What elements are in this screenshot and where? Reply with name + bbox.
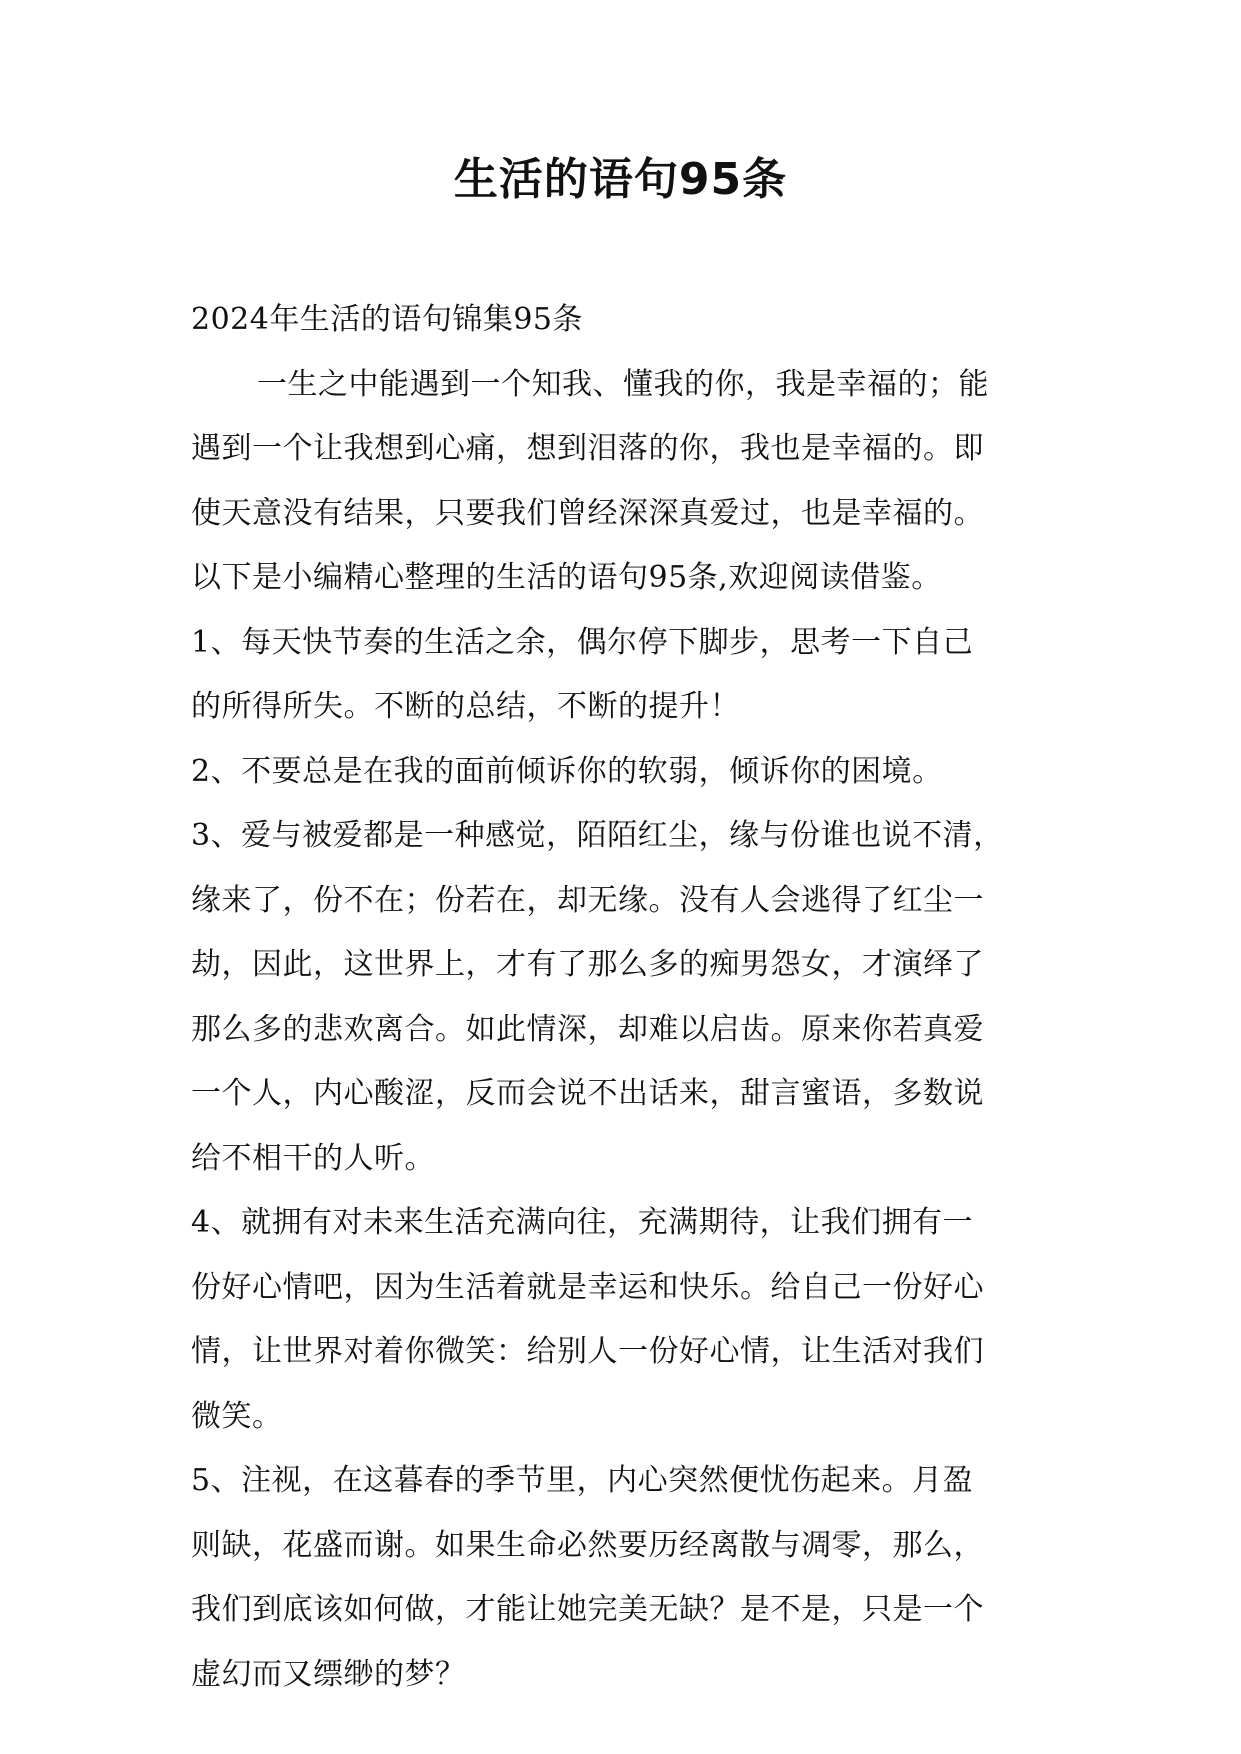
paragraph-line: 3、爱与被爱都是一种感觉，陌陌红尘，缘与份谁也说不清， [191, 818, 1004, 853]
paragraph-line: 遇到一个让我想到心痛，想到泪落的你，我也是幸福的。即 [191, 431, 984, 466]
paragraph-line: 我们到底该如何做，才能让她完美无缺？是不是，只是一个 [191, 1592, 984, 1627]
document-title: 生活的语句95条 [453, 154, 788, 205]
paragraph-line: 缘来了，份不在；份若在，却无缘。没有人会逃得了红尘一 [191, 882, 984, 918]
paragraph-line: 一生之中能遇到一个知我、懂我的你，我是幸福的；能 [257, 366, 989, 402]
paragraph-line: 份好心情吧，因为生活着就是幸运和快乐。给自己一份好心 [191, 1269, 984, 1305]
paragraph-line: 那么多的悲欢离合。如此情深，却难以启齿。原来你若真爱 [191, 1011, 984, 1047]
paragraph-line: 4、就拥有对未来生活充满向往，充满期待，让我们拥有一 [191, 1205, 974, 1240]
paragraph-line: 劫，因此，这世界上，才有了那么多的痴男怨女，才演绎了 [191, 947, 984, 982]
paragraph-line: 1、每天快节奏的生活之余，偶尔停下脚步，思考一下自己 [191, 624, 974, 660]
paragraph-line: 5、注视，在这暮春的季节里，内心突然便忧伤起来。月盈 [191, 1463, 974, 1498]
paragraph-line: 则缺，花盛而谢。如果生命必然要历经离散与凋零，那么， [191, 1527, 984, 1563]
paragraph-line: 的所得所失。不断的总结，不断的提升！ [191, 689, 740, 724]
paragraph-line: 微笑。 [191, 1398, 283, 1434]
paragraph-line: 一个人，内心酸涩，反而会说不出话来，甜言蜜语，多数说 [191, 1076, 984, 1111]
paragraph-line: 虚幻而又缥缈的梦？ [191, 1656, 466, 1692]
paragraph-line: 以下是小编精心整理的生活的语句95条,欢迎阅读借鉴。 [191, 560, 942, 595]
document-subtitle: 2024年生活的语句锦集95条 [191, 302, 584, 337]
document-body [191, 288, 1056, 1707]
paragraph-line: 2、不要总是在我的面前倾诉你的软弱，倾诉你的困境。 [191, 753, 943, 789]
paragraph-line: 使天意没有结果，只要我们曾经深深真爱过，也是幸福的。 [191, 495, 984, 531]
paragraph-line: 情，让世界对着你微笑：给别人一份好心情，让生活对我们 [191, 1334, 984, 1369]
paragraph-line: 给不相干的人听。 [191, 1140, 435, 1176]
